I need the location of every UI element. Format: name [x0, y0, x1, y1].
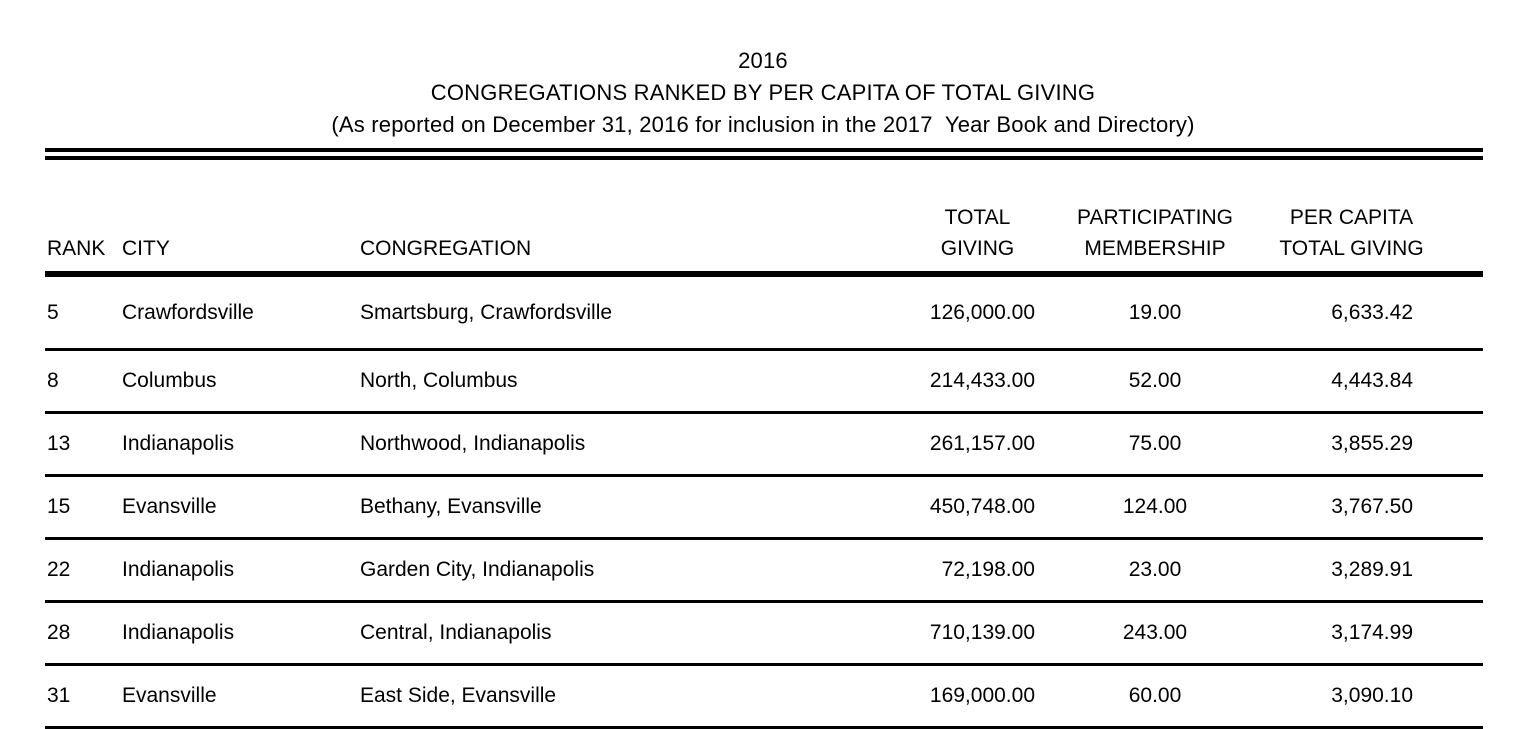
cell-congregation: Smartsburg, Crawfordsville	[358, 274, 895, 350]
cell-participating-membership: 124.00	[1060, 476, 1250, 539]
cell-total-giving: 72,198.00	[895, 539, 1060, 602]
cell-total-giving: 126,000.00	[895, 274, 1060, 350]
cell-rank: 22	[45, 539, 120, 602]
cell-congregation: Northwood, Indianapolis	[358, 413, 895, 476]
cell-city: Indianapolis	[120, 602, 358, 665]
table-row	[45, 476, 1483, 539]
cell-city: Evansville	[120, 665, 358, 728]
table-row	[45, 539, 1483, 602]
table-row	[45, 665, 1483, 728]
table-row	[45, 274, 1483, 350]
cell-participating-membership: 19.00	[1060, 274, 1250, 350]
table-body	[45, 274, 1483, 728]
cell-city: Evansville	[120, 476, 358, 539]
report-subtitle: (As reported on December 31, 2016 for inclusion in the 2017 Year Book and Directory)	[331, 112, 1195, 137]
column-header-congregation: CONGREGATION	[358, 160, 895, 274]
cell-rank: 5	[45, 274, 120, 350]
report-title: CONGREGATIONS RANKED BY PER CAPITA OF TOTAL GIVING	[430, 80, 1096, 105]
cell-per-capita-total-giving: 3,174.99	[1250, 602, 1483, 665]
column-header-total-giving-line1: TOTAL	[944, 206, 1011, 229]
cell-per-capita-total-giving: 3,090.10	[1250, 665, 1483, 728]
cell-total-giving: 450,748.00	[895, 476, 1060, 539]
cell-city: Indianapolis	[120, 539, 358, 602]
document-title-block	[0, 0, 1526, 141]
column-header-city: CITY	[120, 160, 358, 274]
column-header-participating-membership	[1060, 160, 1250, 274]
cell-participating-membership: 52.00	[1060, 350, 1250, 413]
cell-rank: 13	[45, 413, 120, 476]
giving-rank-table	[45, 160, 1483, 729]
column-header-per-capita-total-giving	[1250, 160, 1483, 274]
cell-congregation: Central, Indianapolis	[358, 602, 895, 665]
cell-total-giving: 214,433.00	[895, 350, 1060, 413]
report-year: 2016	[738, 48, 788, 73]
cell-per-capita-total-giving: 4,443.84	[1250, 350, 1483, 413]
cell-participating-membership: 23.00	[1060, 539, 1250, 602]
cell-city: Crawfordsville	[120, 274, 358, 350]
cell-rank: 28	[45, 602, 120, 665]
double-rule-divider	[45, 148, 1483, 160]
cell-congregation: Garden City, Indianapolis	[358, 539, 895, 602]
cell-participating-membership: 243.00	[1060, 602, 1250, 665]
cell-per-capita-total-giving: 3,855.29	[1250, 413, 1483, 476]
cell-rank: 8	[45, 350, 120, 413]
column-header-total-giving	[895, 160, 1060, 274]
table-row	[45, 350, 1483, 413]
cell-rank: 15	[45, 476, 120, 539]
column-header-participating-line1: PARTICIPATING	[1077, 206, 1233, 229]
column-header-per-capita-line2: TOTAL GIVING	[1279, 237, 1424, 260]
cell-city: Indianapolis	[120, 413, 358, 476]
column-header-rank: RANK	[45, 160, 120, 274]
table-row	[45, 413, 1483, 476]
column-header-participating-line2: MEMBERSHIP	[1084, 237, 1226, 260]
table-header-row	[45, 160, 1483, 274]
cell-per-capita-total-giving: 6,633.42	[1250, 274, 1483, 350]
cell-participating-membership: 75.00	[1060, 413, 1250, 476]
table-row	[45, 602, 1483, 665]
cell-total-giving: 169,000.00	[895, 665, 1060, 728]
cell-per-capita-total-giving: 3,767.50	[1250, 476, 1483, 539]
cell-per-capita-total-giving: 3,289.91	[1250, 539, 1483, 602]
cell-participating-membership: 60.00	[1060, 665, 1250, 728]
cell-congregation: Bethany, Evansville	[358, 476, 895, 539]
cell-congregation: North, Columbus	[358, 350, 895, 413]
column-header-total-giving-line2: GIVING	[940, 237, 1015, 260]
cell-city: Columbus	[120, 350, 358, 413]
cell-rank: 31	[45, 665, 120, 728]
column-header-per-capita-line1: PER CAPITA	[1289, 206, 1414, 229]
cell-total-giving: 261,157.00	[895, 413, 1060, 476]
cell-total-giving: 710,139.00	[895, 602, 1060, 665]
cell-congregation: East Side, Evansville	[358, 665, 895, 728]
